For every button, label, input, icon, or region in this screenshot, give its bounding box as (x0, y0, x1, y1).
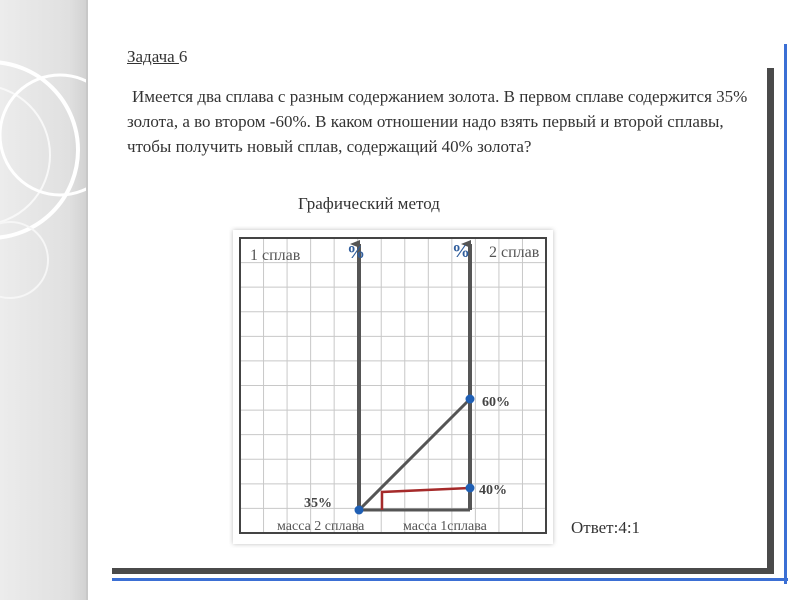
answer: Ответ:4:1 (571, 518, 641, 537)
task-title-prefix: Задача (127, 47, 179, 66)
left-band-edge (86, 0, 88, 600)
diagram-svg (229, 226, 559, 548)
percent-left: % (347, 242, 365, 262)
label-40: 40% (479, 483, 507, 498)
point-60 (466, 395, 475, 404)
point-35 (355, 506, 364, 515)
graphic-method-diagram (229, 226, 559, 553)
label-35: 35% (304, 496, 332, 511)
mass-label-1: масса 1сплава (403, 519, 487, 534)
right-alloy-label: 2 сплав (489, 244, 540, 261)
left-alloy-label: 1 сплав (250, 247, 301, 264)
label-60: 60% (482, 395, 510, 410)
frame-right-dark (767, 68, 774, 574)
decorative-circles (0, 0, 86, 600)
task-title-number: 6 (178, 47, 188, 66)
method-title: Графический метод (298, 194, 440, 213)
percent-right: % (452, 241, 470, 261)
frame-bottom-blue (112, 578, 788, 581)
frame-right-blue (784, 44, 787, 584)
point-40 (466, 484, 475, 493)
frame-bottom-dark (112, 568, 774, 574)
problem-text: Имеется два сплава с разным содержанием золота. В первом сплаве содержится 35% золота, а во втором -60%. В каком отношении надо взять первый и второй сплавы, чтобы получить новый сплав, содержащий 40% золота? (127, 87, 748, 156)
task-title (127, 47, 187, 67)
mass-label-2: масса 2 сплава (277, 519, 365, 534)
left-decoration-band (0, 0, 86, 600)
